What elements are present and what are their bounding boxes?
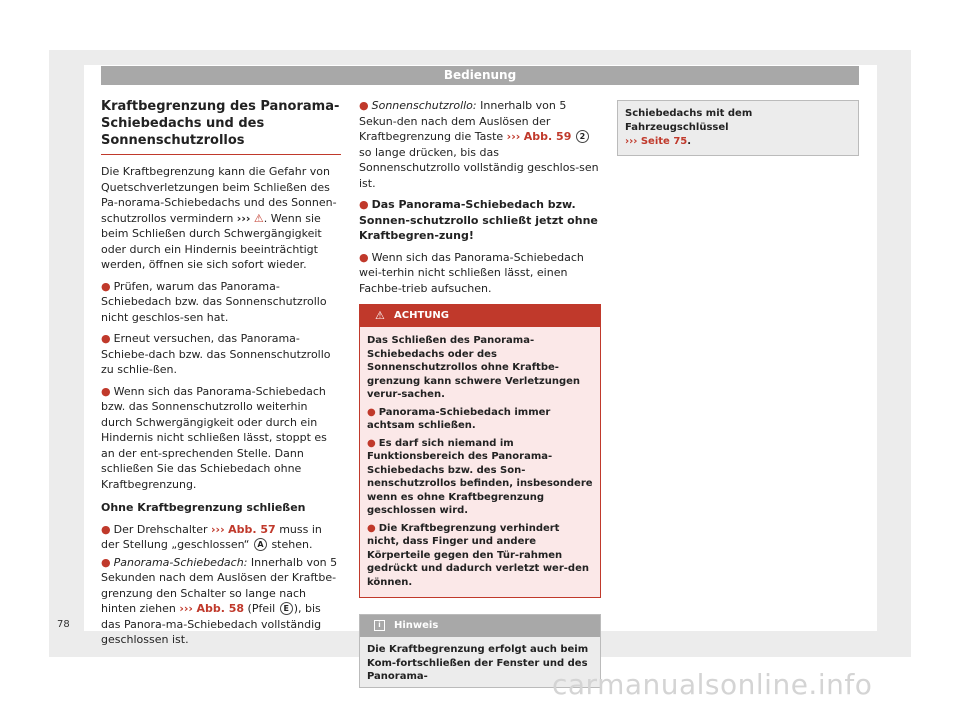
bullet-icon: ● <box>101 279 111 293</box>
column-1 <box>101 98 341 654</box>
bullet-icon: ● <box>101 522 111 536</box>
intro-paragraph: Die Kraftbegrenzung kann die Gefahr von Quetschverletzungen beim Schließen des Pa-norama-Schiebedachs und des Sonnen-schutzrollos vermindern ››› ⚠. Wenn sie beim Schließen durch Schwergängigkeit oder durch ein Hindernis beeinträchtigt werden, öffnen sie sich sofort wieder. <box>101 165 337 271</box>
figure-reference[interactable]: Abb. 57 <box>228 522 276 536</box>
warning-box <box>359 304 601 598</box>
bullet-icon: ● <box>359 99 369 112</box>
label-e-icon: E <box>280 602 293 615</box>
list-item: ● Wenn sich das Panorama-Schiebedach bzw. das Sonnenschutzrollo weiterhin durch Schwergängigkeit oder durch ein Hindernis nicht schließen lässt, stoppt es an der ent-sprechenden Stelle. Dann schließen Sie das Schiebedach ohne Kraftbegrenzung. <box>101 384 327 491</box>
continuation-box: Schiebedachs mit dem Fahrzeugschlüssel ››› Seite 75. <box>617 100 859 156</box>
bullet-icon: ● <box>367 522 376 534</box>
bullet-icon: ● <box>367 437 376 449</box>
bullet-icon: ● <box>101 384 111 398</box>
column-3 <box>617 98 859 156</box>
bullet-icon: ● <box>359 198 369 211</box>
note-body: Die Kraftbegrenzung erfolgt auch beim Kom-fortschließen der Fenster und des Panorama- <box>367 644 589 682</box>
warning-icon: ⚠ <box>375 309 385 322</box>
arrow-link[interactable]: ››› <box>179 602 193 615</box>
list-item: ● Erneut versuchen, das Panorama-Schiebe-dach bzw. das Sonnenschutzrollo zu schlie-ßen. <box>101 332 331 376</box>
arrow-link[interactable]: ››› <box>236 211 251 225</box>
label-2-icon: 2 <box>576 130 589 143</box>
arrow-link[interactable]: ››› <box>506 130 521 143</box>
list-item: ● Das Panorama-Schiebedach bzw. Sonnen-schutzrollo schließt jetzt ohne Kraftbegren-zung! <box>359 198 598 242</box>
watermark: carmanualsonline.info <box>552 668 873 701</box>
list-item: ● Wenn sich das Panorama-Schiebedach wei-terhin nicht schließen lässt, einen Fachbe-trieb aufsuchen. <box>359 250 584 295</box>
subheading: Ohne Kraftbegrenzung schließen <box>101 501 306 514</box>
warning-icon: ⚠ <box>253 211 264 225</box>
bullet-icon: ● <box>367 406 376 418</box>
list-item: ● Sonnenschutzrollo: Innerhalb von 5 Sekun-den nach dem Auslösen der Kraftbegrenzung die Taste ››› Abb. 59 2 so lange drücken, bis das Sonnenschutzrollo vollständig geschlos-sen ist. <box>359 99 599 190</box>
info-icon: i <box>374 620 385 631</box>
bullet-icon: ● <box>101 332 111 345</box>
warning-header: ⚠ ACHTUNG <box>360 305 600 327</box>
list-item: ● Panorama-Schiebedach: Innerhalb von 5 Sekunden nach dem Auslösen der Kraftbe-grenzung den Schalter so lange nach hinten ziehen ››› Abb. 58 (Pfeil E ), bis das Panora-ma-Schiebedach vollständig geschlossen ist. <box>101 555 338 646</box>
arrow-link[interactable]: ››› <box>625 136 638 147</box>
page-number: 78 <box>57 619 70 630</box>
section-title: Kraftbegrenzung des Panorama- Schiebedachs und des Sonnenschutzrollos <box>101 99 340 148</box>
list-item: ● Prüfen, warum das Panorama-Schiebedach bzw. das Sonnenschutzrollo nicht geschlos-sen hat. <box>101 279 327 324</box>
bullet-icon: ● <box>101 555 111 569</box>
list-item: ● Der Drehschalter ››› Abb. 57 muss in der Stellung „geschlossen“ A stehen. <box>101 522 322 551</box>
warning-item: ● Es darf sich niemand im Funktionsbereich des Panorama-Schiebedachs bzw. des Son-nenschutzrollos befinden, insbesondere wenn es ohne Kraftbegrenzung geschlossen wird. <box>367 437 593 516</box>
column-2 <box>359 98 601 688</box>
section-header: Bedienung <box>101 66 859 85</box>
warning-item: ● Panorama-Schiebedach immer achtsam schließen. <box>367 406 551 431</box>
warning-item: ● Die Kraftbegrenzung verhindert nicht, dass Finger und andere Körperteile gegen den Tür-rahmen gedrückt und dadurch verletzt wer-den können. <box>367 522 589 588</box>
figure-reference[interactable]: Abb. 58 <box>196 602 245 615</box>
arrow-link[interactable]: ››› <box>211 522 225 536</box>
label-a-icon: A <box>254 538 267 551</box>
figure-reference[interactable]: Abb. 59 <box>523 130 572 143</box>
bullet-icon: ● <box>359 250 369 264</box>
warning-body: Das Schließen des Panorama-Schiebedachs oder des Sonnenschutzrollos ohne Kraftbe-grenzung kann schwere Verletzungen verur-sachen. ● Panorama-Schiebedach immer achtsam schließen. ● Es darf sich niemand im Funktionsbereich des Panorama-Schiebedachs bzw. des Son-nenschutzrollos befinden, insbesondere wenn es ohne Kraftbegrenzung geschlossen wird. ● Die Kraftbegrenzung verhindert nicht, dass Finger und andere Körperteile gegen den Tür-rahmen gedrückt und dadurch verletzt wer-den können. <box>367 335 593 588</box>
page-reference[interactable]: Seite 75 <box>640 136 688 147</box>
title-divider <box>101 154 341 155</box>
note-header: i Hinweis <box>360 615 600 637</box>
